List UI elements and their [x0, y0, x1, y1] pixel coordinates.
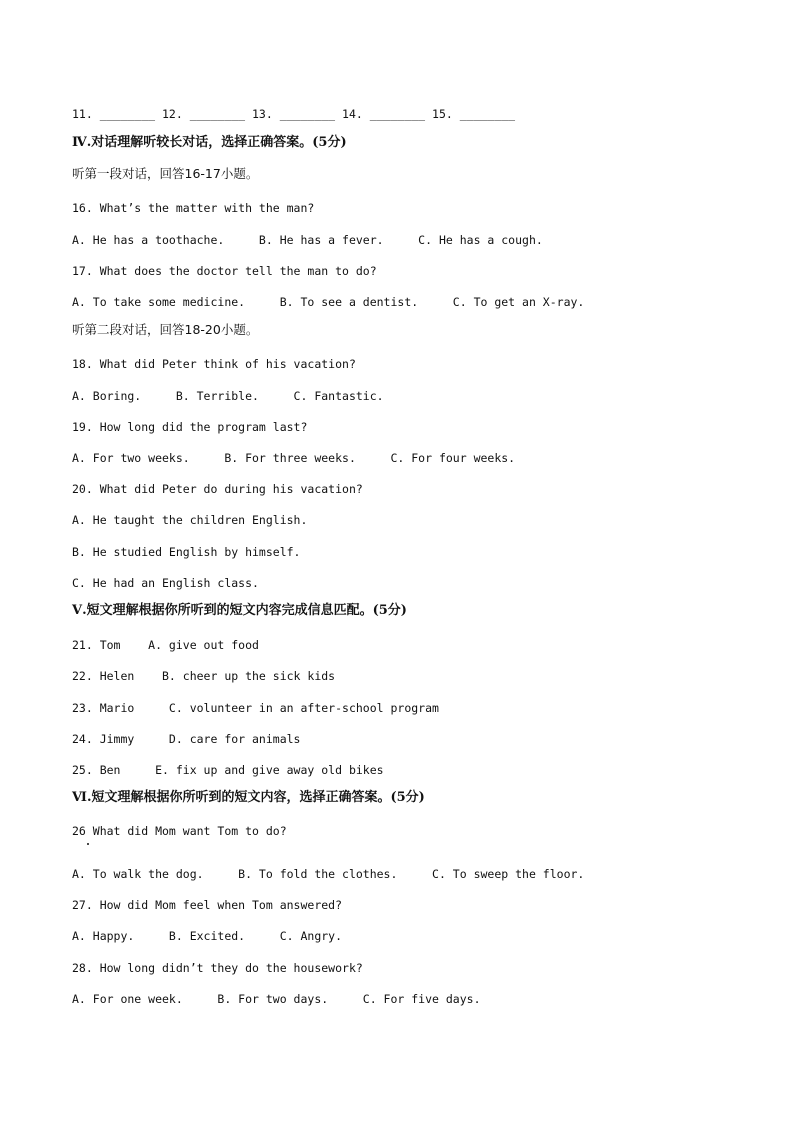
question-20-option-b: B. He studied English by himself. — [72, 545, 301, 559]
question-28-options: A. For one week. B. For two days. C. For five days. — [72, 992, 481, 1006]
match-22: 22. Helen B. cheer up the sick kids — [72, 669, 336, 683]
section-iv-heading: Ⅳ.对话理解听较长对话，选择正确答案。(5分) — [72, 135, 347, 150]
dialogue-2-instruction: 听第二段对话，回答18-20小题。 — [72, 322, 259, 337]
question-27: 27. How did Mom feel when Tom answered? — [72, 898, 343, 912]
section-vi-heading: Ⅵ.短文理解根据你所听到的短文内容，选择正确答案。(5分) — [72, 790, 425, 805]
answer-blanks-11-15: 11. ________ 12. ________ 13. ________ 14. ________ 15. ________ — [72, 107, 516, 121]
question-28: 28. How long didn’t they do the housework? — [72, 961, 363, 975]
match-24: 24. Jimmy D. care for animals — [72, 732, 301, 746]
question-16-options: A. He has a toothache. B. He has a fever. C. He has a cough. — [72, 233, 543, 247]
match-25: 25. Ben E. fix up and give away old bikes — [72, 763, 384, 777]
question-26-options: A. To walk the dog. B. To fold the clothes. C. To sweep the floor. — [72, 867, 585, 881]
question-20-option-a: A. He taught the children English. — [72, 513, 308, 527]
match-23: 23. Mario C. volunteer in an after-school program — [72, 701, 439, 715]
stray-dot-mark — [87, 843, 89, 845]
question-16: 16. What’s the matter with the man? — [72, 201, 315, 215]
question-27-options: A. Happy. B. Excited. C. Angry. — [72, 929, 343, 943]
question-20-option-c: C. He had an English class. — [72, 576, 259, 590]
question-19-options: A. For two weeks. B. For three weeks. C. For four weeks. — [72, 451, 516, 465]
question-20: 20. What did Peter do during his vacation? — [72, 482, 363, 496]
question-18: 18. What did Peter think of his vacation? — [72, 357, 356, 371]
question-17: 17. What does the doctor tell the man to do? — [72, 264, 377, 278]
question-19: 19. How long did the program last? — [72, 420, 308, 434]
question-18-options: A. Boring. B. Terrible. C. Fantastic. — [72, 389, 384, 403]
section-v-heading: Ⅴ.短文理解根据你所听到的短文内容完成信息匹配。(5分) — [72, 603, 407, 618]
dialogue-1-instruction: 听第一段对话，回答16-17小题。 — [72, 166, 259, 181]
question-26: 26 What did Mom want Tom to do? — [72, 824, 287, 838]
match-21: 21. Tom A. give out food — [72, 638, 259, 652]
question-17-options: A. To take some medicine. B. To see a dentist. C. To get an X-ray. — [72, 295, 585, 309]
